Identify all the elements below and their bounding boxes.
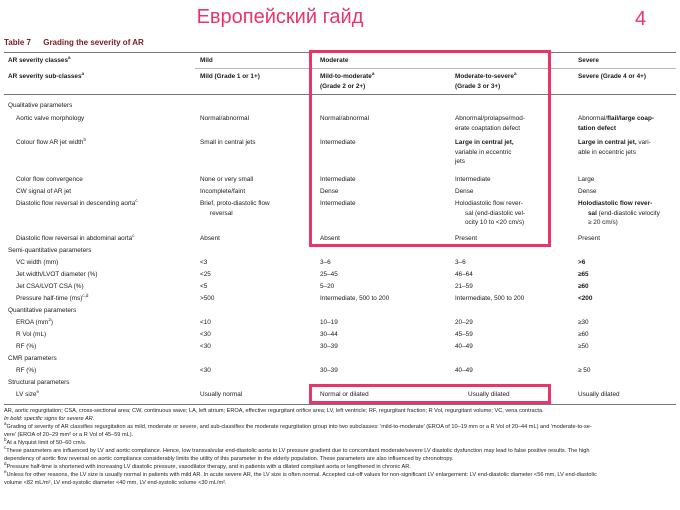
footnote-a-cont: vere' (EROA of 20–29 mm² or a R Vol of 45–59 mL). [4, 432, 134, 438]
row-jet-mod2: Large in central jet, variable in eccentric jets [455, 139, 514, 165]
row-lv-mod2: Usually dilated [468, 391, 510, 398]
header-mild: Mild [200, 57, 213, 64]
row-csa-mod2: 21–59 [455, 283, 473, 290]
row-lv-param: LV size$^e$ [16, 388, 39, 398]
row-csa-mild: <5 [200, 283, 208, 290]
row-vc-mild: <3 [200, 259, 208, 266]
row-lv-severe: Usually dilated [578, 391, 620, 398]
table-bottom-rule [4, 404, 676, 405]
row-descending-param: Diastolic flow reversal in descending aorta$^c$ [16, 197, 138, 207]
row-eroa-mild: <10 [200, 319, 211, 326]
header-subclasses-label: AR severity sub-classes$^a$ [8, 70, 85, 80]
row-abdominal-param: Diastolic flow reversal in abdominal aorta$^c$ [16, 232, 135, 242]
row-rvol-severe: ≥60 [578, 331, 589, 338]
header-severe-grade: Severe (Grade 4 or 4+) [578, 73, 647, 80]
row-eroa-severe: ≥30 [578, 319, 589, 326]
row-valve-param: Aortic valve morphology [16, 115, 85, 122]
row-eroa-mod1: 10–19 [320, 319, 338, 326]
header-moderate: Moderate [320, 57, 349, 64]
row-pht-param: Pressure half-time (ms)$^{c,d}$ [16, 292, 89, 302]
row-rvol-mod1: 30–44 [320, 331, 338, 338]
header-moderate-to-severe: Moderate-to-severe$^a$ (Grade 3 or 3+) [455, 70, 517, 90]
row-eroa-mod2: 20–29 [455, 319, 473, 326]
highlight-lv-size-box [309, 384, 551, 404]
row-abdominal-mod1: Absent [320, 235, 340, 242]
row-valve-mod1: Normal/abnormal [320, 115, 370, 122]
table-caption-text: Grading the severity of AR [43, 38, 144, 47]
row-rvol-mild: <30 [200, 331, 211, 338]
row-cmr-rf-mild: <30 [200, 367, 211, 374]
table-caption [4, 38, 144, 47]
row-abdominal-mild: Absent [200, 235, 220, 242]
row-cmr-rf-mod1: 30–39 [320, 367, 338, 374]
row-valve-mild: Normal/abnormal [200, 115, 250, 122]
row-jet-severe: Large in central jet, vari- able in eccentric jets [578, 139, 651, 156]
row-descending-mild: Brief, proto-diastolic flow reversal [200, 200, 270, 217]
row-cw-mod2: Dense [455, 188, 474, 195]
row-convergence-mild: None or very small [200, 176, 254, 183]
row-csa-severe: ≥60 [578, 283, 589, 290]
row-rvol-param: R Vol (mL) [16, 331, 47, 338]
row-pht-mod2: Intermediate, 500 to 200 [455, 295, 525, 302]
row-jet-mod1: Intermediate [320, 139, 356, 146]
row-rf-param: RF (%) [16, 343, 37, 350]
row-abdominal-severe: Present [578, 235, 601, 242]
row-descending-mod1: Intermediate [320, 200, 356, 207]
row-lvot-mod2: 46–64 [455, 271, 473, 278]
row-convergence-param: Color flow convergence [16, 176, 83, 183]
row-abdominal-mod2: Present [455, 235, 478, 242]
row-valve-severe: Abnormal/flail/large coap- tation defect [578, 115, 655, 132]
row-jet-mild: Small in central jets [200, 139, 256, 146]
section-structural: Structural parameters [8, 379, 70, 386]
row-convergence-mod2: Intermediate [455, 176, 491, 183]
row-pht-mod1: Intermediate, 500 to 200 [320, 295, 390, 302]
row-lv-mild: Usually normal [200, 391, 243, 398]
section-quantitative: Quantitative parameters [8, 307, 77, 314]
row-vc-severe: >6 [578, 259, 586, 266]
row-pht-mild: >500 [200, 295, 215, 302]
header-mild-to-moderate: Mild-to-moderate$^a$ (Grade 2 or 2+) [320, 70, 375, 90]
row-vc-mod2: 3–6 [455, 259, 466, 266]
footnote-c-cont: dependency of aortic flow reversal on aortic compliance considerably limits the utility of this parameter in the elderly population. These parameters are also influenced by chronotropy. [4, 456, 454, 462]
row-rf-mild: <30 [200, 343, 211, 350]
row-rf-severe: ≥50 [578, 343, 589, 350]
footnote-b: $^b$At a Nyquist limit of 50–60 cm/s. [4, 437, 87, 446]
row-vc-mod1: 3–6 [320, 259, 331, 266]
row-cmr-rf-param: RF (%) [16, 367, 37, 374]
row-descending-mod2: Holodiastolic flow rever- sal (end-diastolic vel- ocity 10 to <20 cm/s) [455, 200, 526, 226]
header-classes-label: AR severity classes$^a$ [8, 54, 71, 64]
row-lvot-mod1: 25–45 [320, 271, 338, 278]
footnote-a: $^a$Grading of severity of AR classifies regurgitation as mild, moderate or severe, and sub-classifies the moderate regurgitation group into two subclasses: 'mild-to-moderate' (EROA of 10–19 mm or a R Vol of 20–44 mL) and 'moderate-to-se- [4, 421, 592, 430]
row-convergence-severe: Large [578, 176, 595, 183]
row-rf-mod2: 40–49 [455, 343, 473, 350]
footnote-abbreviations: AR, aortic regurgitation; CSA, cross-sectional area; CW, continuous wave; LA, left atrium; EROA, effective regurgitant orifice area; LV, left ventricle; RF, regurgitant fraction; R Vol, regurgitant volume; VC, vena contracta. [4, 408, 544, 414]
row-convergence-mod1: Intermediate [320, 176, 356, 183]
row-eroa-param: EROA $(mm^2)$ [16, 316, 53, 326]
highlight-moderate-box [309, 50, 551, 247]
section-cmr: CMR parameters [8, 355, 57, 362]
header-mild-grade: Mild (Grade 1 or 1+) [200, 73, 260, 80]
footnote-e: $^e$Unless for other reasons, the LV size is usually normal in patients with mild AR. In acute severe AR, the LV size is often normal. Accepted cut-off values for non-significant LV enlargement: LV end-diastolic diameter <56 mm, LV end-diastolic [4, 469, 597, 478]
row-csa-param: Jet CSA/LVOT CSA (%) [16, 283, 84, 290]
row-cw-param: CW signal of AR jet [16, 188, 72, 195]
footnote-bold: In bold: specific signs for severe AR. [4, 416, 95, 422]
row-lvot-param: Jet width/LVOT diameter (%) [16, 271, 98, 278]
slide-title: Европейский гайд [196, 6, 364, 28]
row-valve-mod2: Abnormal/prolapse/mod- erate coaptation defect [455, 115, 525, 132]
section-semi-quantitative: Semi-quantitative parameters [8, 247, 92, 254]
page-number: 4 [635, 8, 647, 30]
row-csa-mod1: 5–20 [320, 283, 335, 290]
row-lv-mod1: Normal or dilated [320, 391, 369, 398]
row-cw-mild: Incomplete/faint [200, 188, 246, 195]
row-lvot-mild: <25 [200, 271, 211, 278]
row-cw-mod1: Dense [320, 188, 339, 195]
table-label: Table 7 [4, 38, 31, 47]
footnote-e-cont: volume <82 mL/m², LV end-systolic diameter <40 mm, LV end-systolic volume <30 mL/m². [4, 480, 227, 486]
row-descending-severe: Holodiastolic flow rever- sal (end-diastolic velocity ≥ 20 cm/s) [578, 200, 660, 226]
footnote-d: $^d$Pressure half-time is shortened with increasing LV diastolic pressure, vasodilator therapy, and in patients with a dilated compliant aorta or lengthened in chronic AR. [4, 461, 411, 470]
row-pht-severe: <200 [578, 295, 593, 302]
row-rf-mod1: 30–39 [320, 343, 338, 350]
footnote-c: $^c$These parameters are influenced by LV and aortic compliance. Hence, low transvalvular end-diastolic aorta to LV pressure gradient due to concomitant moderate/severe LV diastolic dysfunction may lead to false positive results. The high [4, 445, 590, 454]
row-cmr-rf-mod2: 40–49 [455, 367, 473, 374]
header-severe: Severe [578, 57, 599, 64]
section-qualitative: Qualitative parameters [8, 102, 73, 109]
row-rvol-mod2: 45–59 [455, 331, 473, 338]
row-cw-severe: Dense [578, 188, 597, 195]
row-cmr-rf-severe: ≥ 50 [578, 367, 591, 374]
row-lvot-severe: ≥65 [578, 271, 589, 278]
row-vc-param: VC width (mm) [16, 259, 59, 266]
row-jet-param: Colour flow AR jet width$^b$ [16, 136, 87, 146]
